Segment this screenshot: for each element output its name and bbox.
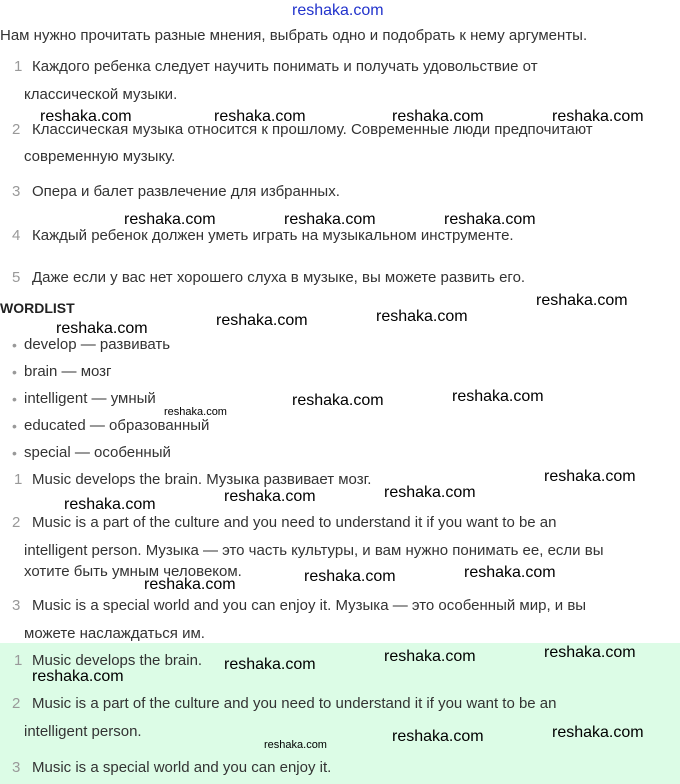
list-item-cont: современную музыку. [24,148,176,165]
watermark-header: reshaka.com [292,2,384,19]
watermark: reshaka.com [164,406,227,418]
intro-text: Нам нужно прочитать разные мнения, выбрать одно и подобрать к нему аргументы. [0,27,588,44]
watermark: reshaka.com [536,292,628,309]
wordlist-title: WORDLIST [0,300,75,316]
wordlist-item: special — особенный [24,444,171,461]
watermark: reshaka.com [452,388,544,405]
wordlist-item: intelligent — умный [24,390,156,407]
list-number: 3 [12,759,21,776]
list-number: 4 [12,227,21,244]
watermark: reshaka.com [292,392,384,409]
watermark: reshaka.com [224,488,316,505]
answer-item: Music develops the brain. [32,652,203,669]
bullet-icon: • [12,391,17,407]
watermark: reshaka.com [384,648,476,665]
list-item: Каждого ребенка следует научить понимать и получать удовольствие от [32,58,538,75]
watermark: reshaka.com [544,468,636,485]
list-item: Music is a special world and you can enjoy it. Музыка — это особенный мир, и вы [32,597,587,614]
watermark: reshaka.com [376,308,468,325]
watermark: reshaka.com [144,576,236,593]
watermark: reshaka.com [544,644,636,661]
watermark: reshaka.com [304,568,396,585]
list-number: 1 [14,58,23,75]
watermark: reshaka.com [56,320,148,337]
list-item-cont: хотите быть умным человеком. [24,563,242,580]
list-item: Даже если у вас нет хорошего слуха в музыке, вы можете развить его. [32,269,526,286]
bullet-icon: • [12,445,17,461]
answer-item-cont: intelligent person. [24,723,142,740]
watermark: reshaka.com [224,656,316,673]
answer-item: Music is a special world and you can enjoy it. [32,759,332,776]
list-item-cont: intelligent person. Музыка — это часть культуры, и вам нужно понимать ее, если вы [24,542,604,559]
bullet-icon: • [12,364,17,380]
watermark: reshaka.com [392,108,484,125]
list-number: 3 [12,597,21,614]
watermark: reshaka.com [124,211,216,228]
watermark: reshaka.com [264,739,327,751]
wordlist-item: brain — мозг [24,363,112,380]
list-item: Music develops the brain. Музыка развивает мозг. [32,471,372,488]
wordlist-item: develop — развивать [24,336,171,353]
watermark: reshaka.com [444,211,536,228]
list-number: 3 [12,183,21,200]
watermark: reshaka.com [464,564,556,581]
answer-item: Music is a part of the culture and you need to understand it if you want to be an [32,695,557,712]
list-item: Music is a part of the culture and you need to understand it if you want to be an [32,514,557,531]
watermark: reshaka.com [216,312,308,329]
watermark: reshaka.com [552,108,644,125]
bullet-icon: • [12,418,17,434]
watermark: reshaka.com [32,668,124,685]
list-item: Классическая музыка относится к прошлому. Современные люди предпочитают [32,121,593,138]
list-item-cont: классической музыки. [24,86,178,103]
watermark: reshaka.com [392,728,484,745]
list-number: 5 [12,269,21,286]
list-item: Каждый ребенок должен уметь играть на музыкальном инструменте. [32,227,514,244]
list-number: 2 [12,514,21,531]
watermark: reshaka.com [40,108,132,125]
list-number: 2 [12,121,21,138]
wordlist-item: educated — образованный [24,417,210,434]
watermark: reshaka.com [214,108,306,125]
list-number: 2 [12,695,21,712]
bullet-icon: • [12,337,17,353]
watermark: reshaka.com [64,496,156,513]
list-number: 1 [14,471,23,488]
list-item-cont: можете наслаждаться им. [24,625,205,642]
list-item: Опера и балет развлечение для избранных. [32,183,340,200]
list-number: 1 [14,652,23,669]
watermark: reshaka.com [284,211,376,228]
watermark: reshaka.com [552,724,644,741]
watermark: reshaka.com [384,484,476,501]
